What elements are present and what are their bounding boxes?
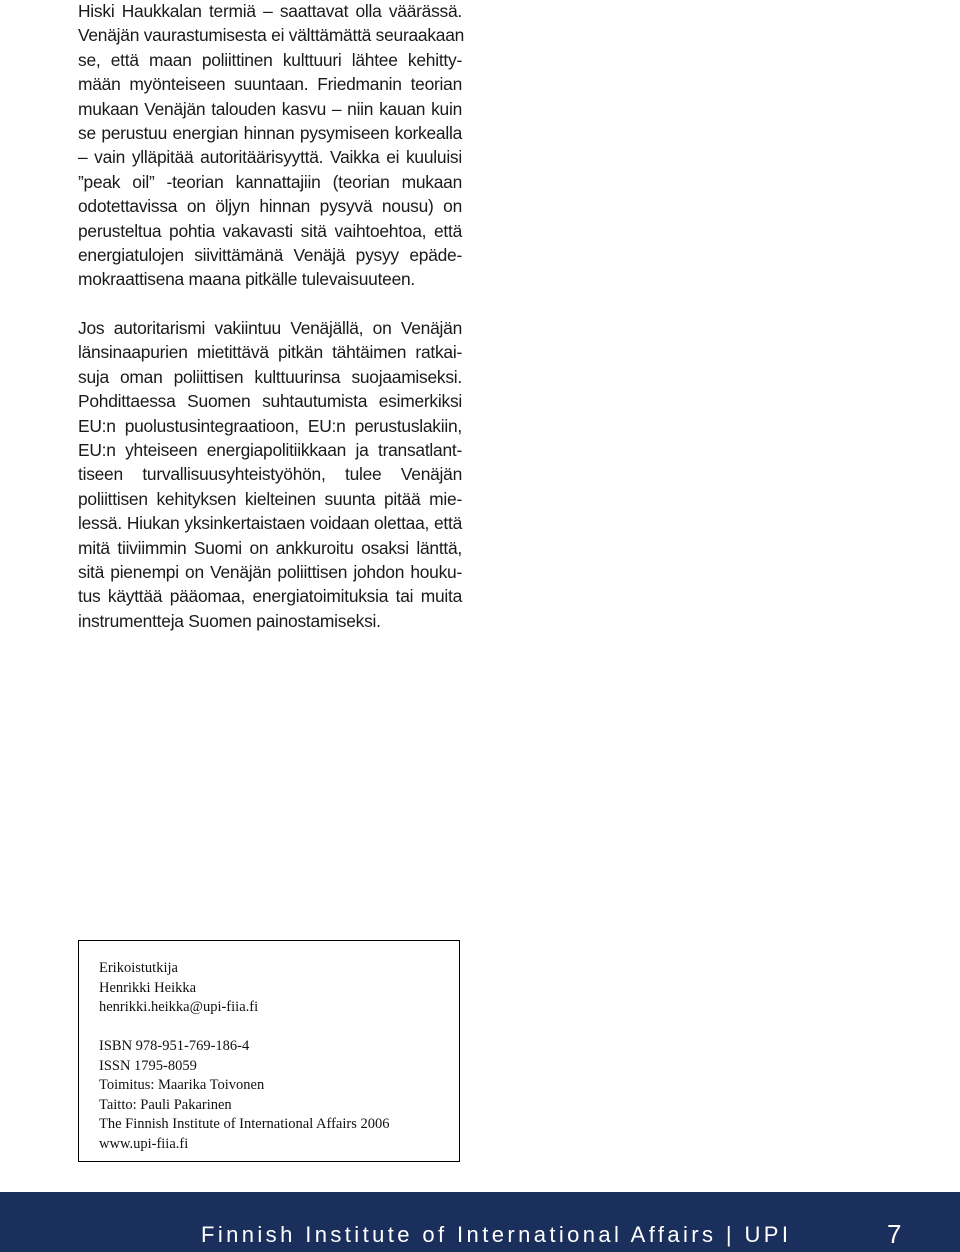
text-line: energiatulojen siivittämänä Venäjä pysyy epäde-: [78, 245, 462, 266]
text-line: mukaan Venäjän talouden kasvu – niin kauan kuin: [78, 98, 462, 119]
publisher: The Finnish Institute of International Affairs 2006: [99, 1116, 390, 1133]
author-email: henrikki.heikka@upi-fiia.fi: [99, 999, 259, 1016]
text-line: perusteltua pohtia vakavasti sitä vaihtoehtoa, että: [78, 220, 462, 241]
body-text-column: [78, 0, 465, 633]
text-line: EU:n yhteiseen energiapolitiikkaan ja transatlant-: [78, 439, 462, 460]
website: www.upi-fiia.fi: [99, 1135, 189, 1152]
publication-details-block: [99, 1037, 390, 1155]
text-line: mitä tiiviimmin Suomi on ankkuroitu osaksi länttä,: [78, 537, 462, 558]
text-line: se perustuu energian hinnan pysymiseen korkealla: [78, 123, 462, 144]
text-line: instrumentteja Suomen painostamiseksi.: [78, 610, 381, 631]
author-block: [99, 959, 258, 1018]
page-number: 7: [887, 1219, 902, 1249]
author-title: Erikoistutkija: [99, 960, 178, 976]
footer-institute-name: Finnish Institute of International Affairs | UPI: [201, 1222, 792, 1247]
text-line: ”peak oil” -teorian kannattajiin (teorian mukaan: [78, 171, 462, 192]
text-line: EU:n puolustusintegraatioon, EU:n perustuslakiin,: [78, 415, 462, 436]
text-line: sitä pienempi on Venäjän poliittisen johdon houku-: [78, 561, 462, 582]
text-line: poliittisen kehityksen kielteinen suunta pitää mie-: [78, 488, 462, 509]
text-line: suja oman poliittisen kulttuurinsa suojaamiseksi.: [78, 366, 462, 387]
text-line: se, että maan poliittinen kulttuuri lähtee kehitty-: [78, 49, 462, 70]
issn: ISSN 1795-8059: [99, 1057, 197, 1074]
text-line: Venäjän vaurastumisesta ei välttämättä seuraakaan: [78, 25, 465, 46]
publication-info-box: [78, 940, 460, 1162]
layout-credit: Taitto: Pauli Pakarinen: [99, 1096, 232, 1113]
text-line: odotettavissa on öljyn hinnan pysyvä nousu) on: [78, 196, 462, 217]
text-line: tiseen turvallisuusyhteistyöhön, tulee Venäjän: [78, 464, 462, 485]
text-line: länsinaapurien mietittävä pitkän tähtäimen ratkai-: [78, 342, 462, 363]
text-line: tus käyttää pääomaa, energiatoimituksia tai muita: [78, 586, 462, 607]
paragraph-2: [78, 316, 462, 633]
isbn: ISBN 978-951-769-186-4: [99, 1038, 250, 1054]
editor-credit: Toimitus: Maarika Toivonen: [99, 1077, 265, 1094]
text-line: mään myönteiseen suuntaan. Friedmanin teorian: [78, 74, 462, 95]
text-line: Pohdittaessa Suomen suhtautumista esimerkiksi: [78, 391, 462, 412]
author-name: Henrikki Heikka: [99, 979, 197, 996]
text-line: mokraattisena maana pitkälle tulevaisuuteen.: [78, 269, 416, 290]
text-line: – vain ylläpitää autoritäärisyyttä. Vaikka ei kuuluisi: [78, 147, 462, 168]
text-line: Jos autoritarismi vakiintuu Venäjällä, on Venäjän: [78, 317, 462, 338]
text-line: Hiski Haukkalan termiä – saattavat olla väärässä.: [78, 1, 462, 21]
paragraph-1: [78, 0, 465, 292]
text-line: lessä. Hiukan yksinkertaistaen voidaan olettaa, että: [78, 513, 462, 534]
